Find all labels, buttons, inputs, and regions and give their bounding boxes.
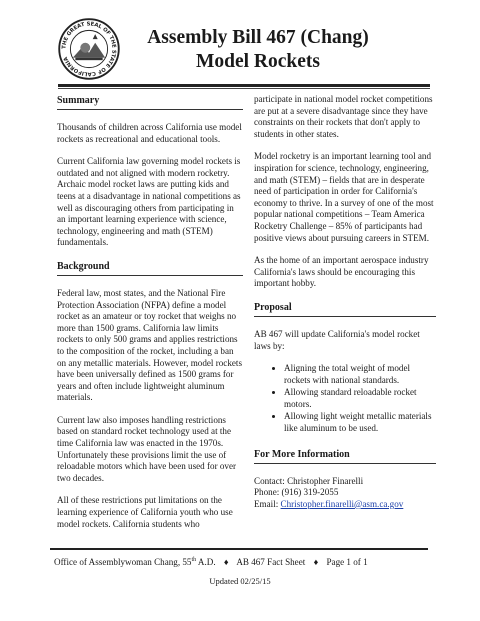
proposal-item-3: • Allowing light weight metallic materials like aluminum to be used. xyxy=(284,411,436,434)
proposal-item-1: • Aligning the total weight of model rockets with national standards. xyxy=(284,363,436,386)
background-paragraph-3: All of these restrictions put limitations on the learning experience of California youth who use model rockets. California students who xyxy=(57,495,233,529)
footer-page: Page 1 of 1 xyxy=(326,557,368,568)
left-column xyxy=(57,94,243,541)
background-paragraph-1: Federal law, most states, and the National Fire Protection Association (NFPA) define a model rocket as an amateur or toy rocket that weighs no more than 1500 grams. California law limits rockets to only 500 grams and applies restrictions to the composition of the rocket, including a ban on any metallic materials. However, model rockets have been universally defined as 1500 grams for years and often include lightweight aluminum materials. xyxy=(57,287,242,403)
contact-name: Contact: Christopher Finarelli xyxy=(254,475,364,486)
footer-rule xyxy=(50,548,428,550)
continued-paragraph-1: participate in national model rocket competitions are put at a severe disadvantage since they have constraints on their rockets that don't apply to students in other states. xyxy=(254,94,433,139)
header-rule-thin xyxy=(58,88,430,89)
updated-date: Updated 02/25/15 xyxy=(209,576,271,586)
background-paragraph-2: Current law also imposes handling restrictions based on standard rocket technology used at the time California law was enacted in the 1970s. Unfortunately these provisions limit the use of reloadable motors which have been used for over two decades. xyxy=(57,414,237,483)
bill-subtitle: Model Rockets xyxy=(195,51,321,72)
proposal-item-2: • Allowing standard reloadable rocket motors. xyxy=(284,387,436,410)
more-info-heading: For More Information xyxy=(254,448,436,464)
seal-ring-text: THE GREAT SEAL OF THE STATE OF CALIFORNIA xyxy=(61,21,117,77)
summary-paragraph-1: Thousands of children across California use model rockets as recreational and educational tools. xyxy=(57,122,242,144)
summary-paragraph-2: Current California law governing model rockets is outdated and not aligned with modern rocketry. Archaic model rocket laws are putting kids and teens at a disadvantage in national competitions as well as discouraging others from participating in an important learning experience with science, technology, engineering and math (STEM) fundamentals. xyxy=(57,156,241,248)
footer-office-sup: th xyxy=(191,557,197,563)
diamond-icon: ♦ xyxy=(313,557,319,568)
diamond-icon: ♦ xyxy=(223,557,229,568)
continued-paragraph-3: As the home of an important aerospace industry California's laws should be encouraging this important hobby. xyxy=(254,255,429,289)
footer-doc-name: AB 467 Fact Sheet xyxy=(236,557,306,568)
contact-email-line xyxy=(254,499,436,511)
email-link[interactable]: Christopher.finarelli@asm.ca.gov xyxy=(280,498,404,509)
california-seal-icon xyxy=(58,18,120,80)
right-column xyxy=(254,94,436,510)
continued-paragraph-2: Model rocketry is an important learning tool and inspiration for science, technology, engineering, and math (STEM) – fields that are in desperate need of participation in order for California's economy to thrive. In a survey of one of the most popular national competitions – Team America Rocketry Challenge – 85% of participants had positive views about pursuing careers in STEM. xyxy=(254,151,434,243)
background-heading: Background xyxy=(57,260,243,276)
footer-office-suffix: A.D. xyxy=(196,557,216,568)
header-rule xyxy=(58,84,430,87)
proposal-intro: AB 467 will update California's model rocket laws by: xyxy=(254,328,420,351)
contact-phone: Phone: (916) 319-2055 xyxy=(254,487,339,498)
summary-heading: Summary xyxy=(57,94,243,110)
email-label: Email: xyxy=(254,498,281,509)
footer xyxy=(54,557,434,567)
footer-office: Office of Assemblywoman Chang, 55 xyxy=(54,557,192,568)
document-title xyxy=(128,26,388,74)
proposal-list xyxy=(254,363,436,435)
bill-title: Assembly Bill 467 (Chang) xyxy=(147,27,369,48)
proposal-heading: Proposal xyxy=(254,301,436,317)
